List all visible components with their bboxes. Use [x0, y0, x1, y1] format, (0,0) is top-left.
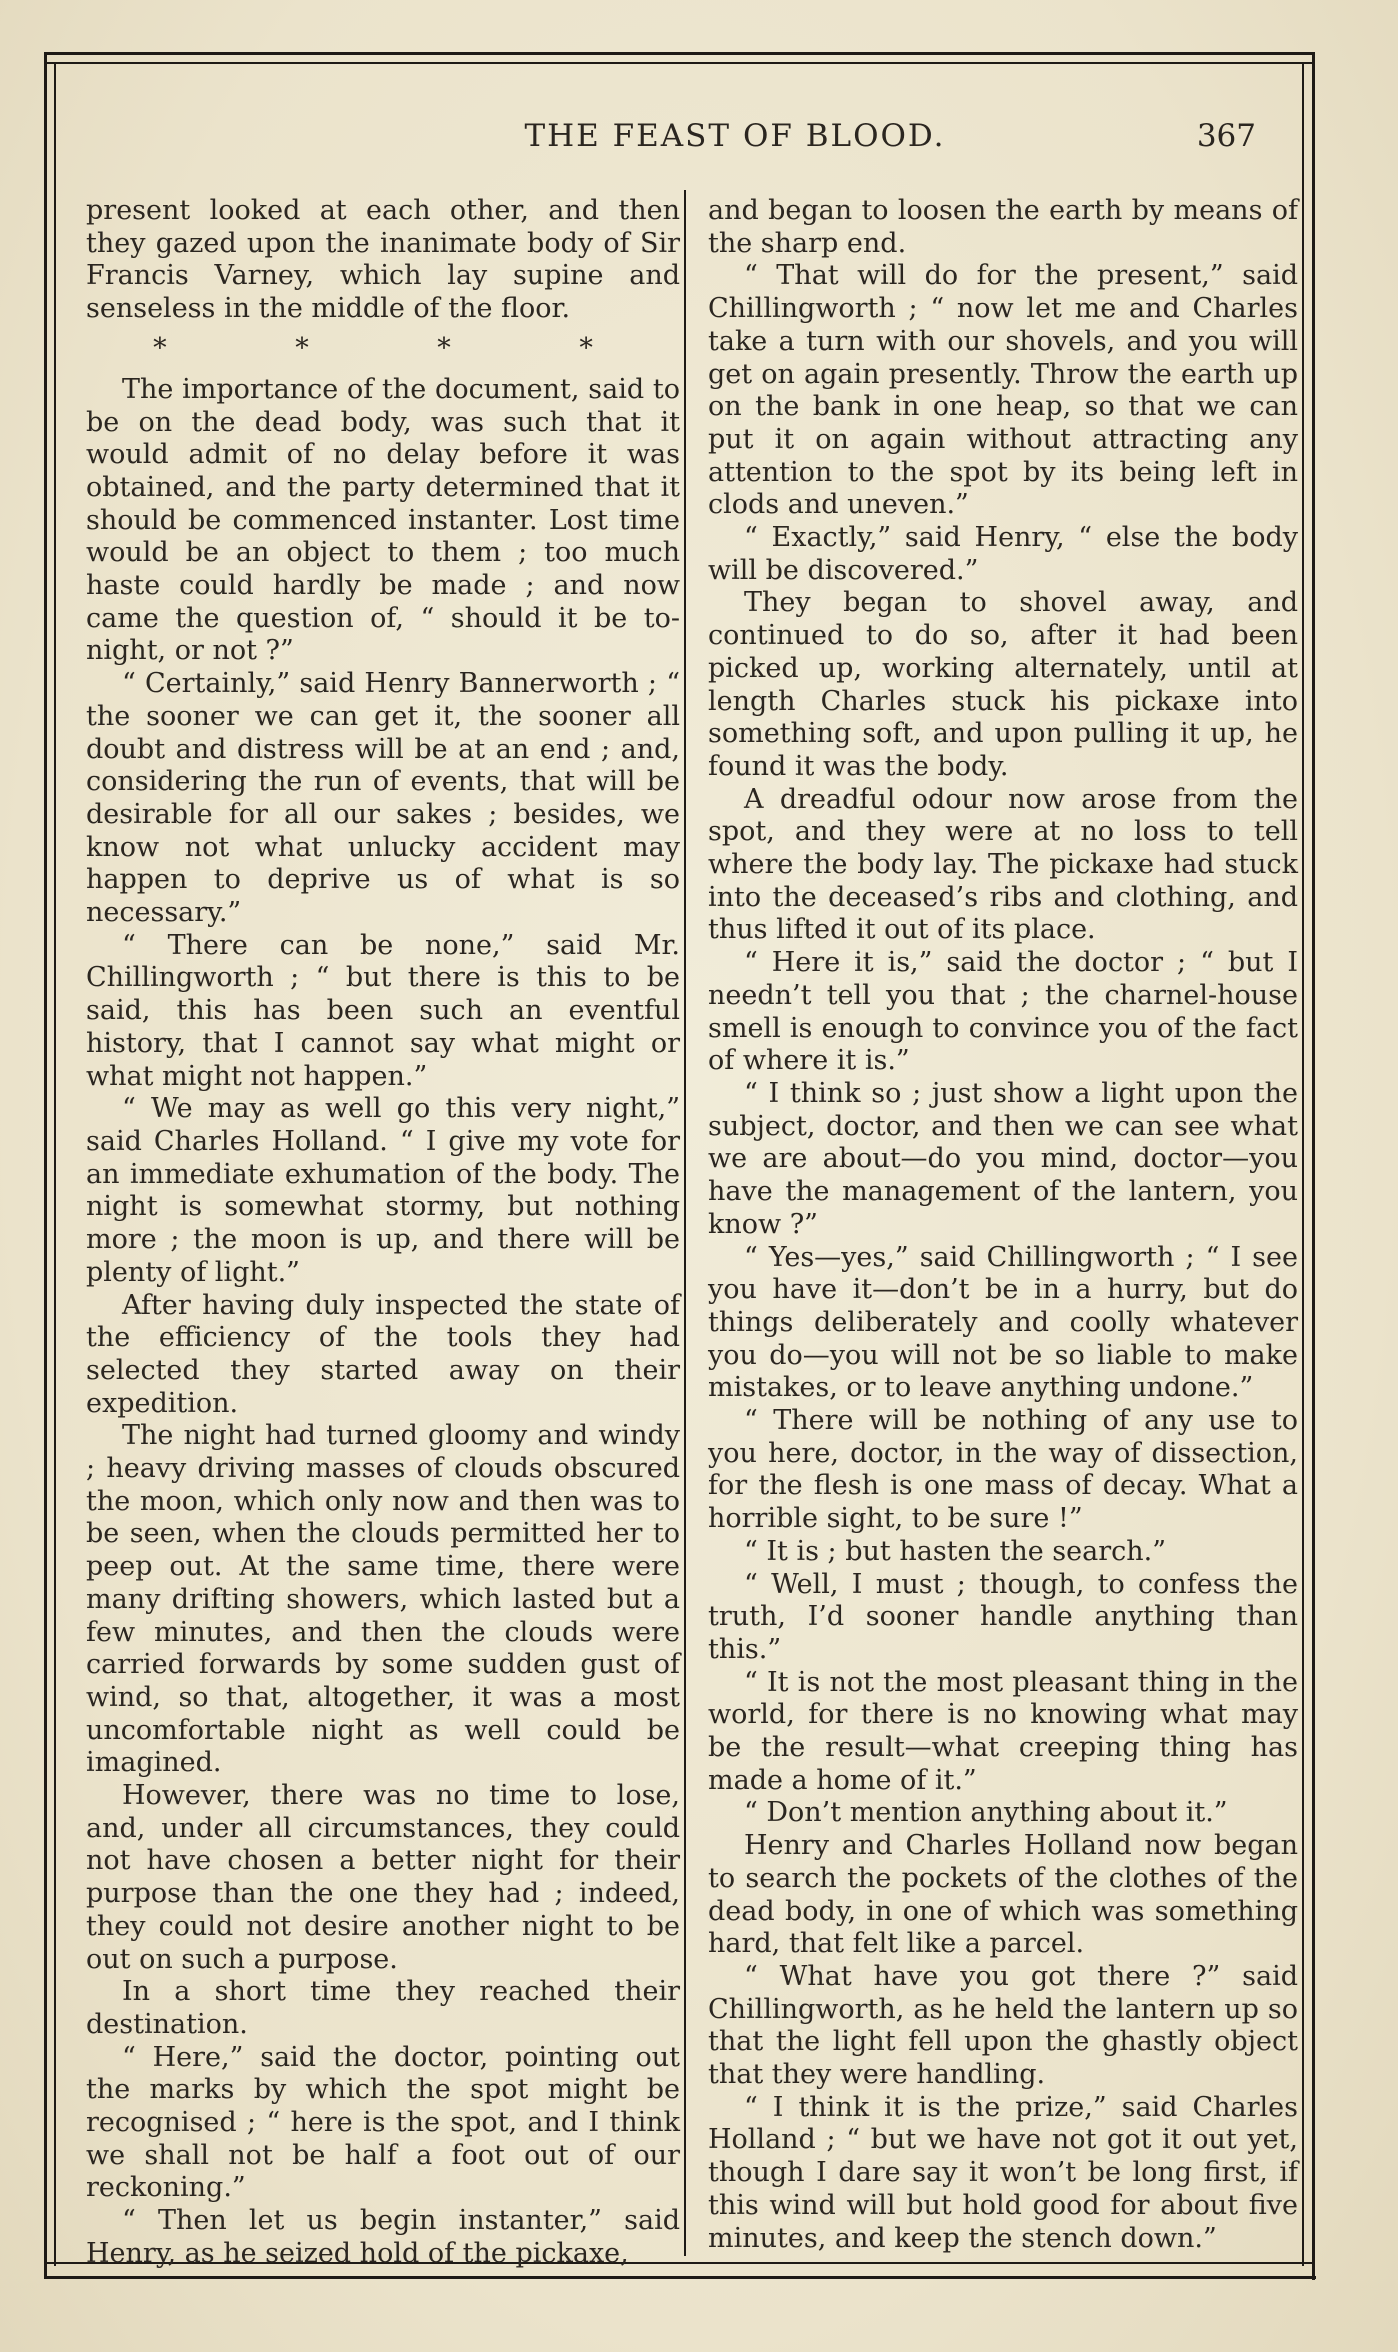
paragraph: “ We may as well go this very night,” said Charles Holland. “ I give my vote for an immediate exhumation of the body. The night is somewhat stormy, but nothing more ; the moon is up, and there will be plenty of light.”	[86, 1093, 680, 1288]
paragraph: “ It is ; but hasten the search.”	[744, 1535, 1167, 1567]
right-border-rule	[1312, 52, 1315, 2280]
paragraph: In a short time they reached their destination.	[86, 1976, 680, 2040]
paragraph: “ Don’t mention anything about it.”	[744, 1797, 1228, 1829]
paragraph: After having duly inspected the state of the efficiency of the tools they had selected they started away on their expedition.	[86, 1289, 680, 1419]
paragraph: “ Certainly,” said Henry Bannerworth ; “ the sooner we can get it, the sooner all doubt and distress will be at an end ; and, considering the run of events, that will be desirable for all our sakes ; besides, we know not what unlucky accident may happen to deprive us of what is so necessary.”	[86, 668, 680, 929]
paragraph: “ Then let us begin instanter,” said Henry, as he seized hold of the pickaxe,	[86, 2205, 680, 2269]
paragraph: A dreadful odour now arose from the spot, and they were at no loss to tell where the body lay. The pickaxe had stuck into the deceased’s ribs and clothing, and thus lifted it out of its place.	[708, 783, 1298, 946]
left-text-column	[86, 195, 680, 2271]
paragraph: “ Here,” said the doctor, pointing out the marks by which the spot might be recognised ; “ here is the spot, and I think we shall not be half a foot out of our reckoning.”	[86, 2041, 680, 2204]
top-border-inner-rule	[44, 62, 1314, 64]
left-border-rule	[44, 52, 47, 2276]
paragraph: “ I think it is the prize,” said Charles Holland ; “ but we have not got it out yet, though I dare say it won’t be long first, if this wind will but hold good for about five minutes, and keep the stench down.”	[708, 2091, 1298, 2254]
paragraph: “ Well, I must ; though, to confess the truth, I’d sooner handle anything than this.”	[708, 1568, 1298, 1665]
paragraph: “ Yes—yes,” said Chillingworth ; “ I see you have it—don’t be in a hurry, but do things deliberately and coolly whatever you do—you will not be so liable to make mistakes, or to leave anything undone.”	[708, 1241, 1298, 1404]
page-number: 367	[1196, 118, 1256, 154]
paragraph: “ Here it is,” said the doctor ; “ but I needn’t tell you that ; the charnel-house smell is enough to convince you of the fact of where it is.”	[708, 947, 1298, 1077]
paragraph: The night had turned gloomy and windy ; heavy driving masses of clouds obscured the moon, which only now and then was to be seen, when the clouds permitted her to peep out. At the same time, there were many drifting showers, which lasted but a few minutes, and then the clouds were carried forwards by some sudden gust of wind, so that, altogether, it was a most uncomfortable night as well could be imagined.	[86, 1420, 680, 1779]
paragraph: “ I think so ; just show a light upon the subject, doctor, and then we can see what we are about—do you mind, doctor—you have the management of the lantern, you know ?”	[708, 1077, 1298, 1240]
paragraph: However, there was no time to lose, and, under all circumstances, they could not have chosen a better night for their purpose than the one they had ; indeed, they could not desire another night to be out on such a purpose.	[86, 1780, 680, 1975]
left-border-inner-rule	[54, 64, 56, 2266]
paragraph: The importance of the document, said to be on the dead body, was such that it would admit of no delay before it was obtained, and the party determined that it should be commenced instanter. Lost time would be an object to them ; too much haste could hardly be made ; and now came the question of, “ should it be to-night, or not ?”	[86, 373, 680, 667]
paragraph: “ What have you got there ?” said Chillingworth, as he held the lantern up so that the light fell upon the ghastly object that they were handling.	[708, 1960, 1298, 2091]
paragraph: “ There can be none,” said Mr. Chillingworth ; “ but there is this to be said, this has been such an eventful history, that I cannot say what might or what might not happen.”	[86, 929, 680, 1092]
top-border-rule	[44, 52, 1314, 55]
bottom-border-rule	[44, 2276, 1316, 2279]
column-divider	[684, 190, 686, 2256]
page-header	[70, 118, 1270, 158]
section-break-asterisks: * * * *	[153, 332, 653, 364]
running-title: THE FEAST OF BLOOD.	[524, 118, 946, 154]
paragraph: They began to shovel away, and continued to do so, after it had been picked up, working alternately, until at length Charles stuck his pickaxe into something soft, and upon pulling it up, he found it was the body.	[708, 587, 1298, 782]
paragraph: “ It is not the most pleasant thing in the world, for there is no knowing what may be the result—what creeping thing has made a home of it.”	[708, 1666, 1298, 1796]
paragraph: “ There will be nothing of any use to you here, doctor, in the way of dissection, for the flesh is one mass of decay. What a horrible sight, to be sure !”	[708, 1405, 1298, 1535]
paragraph: and began to loosen the earth by means of the sharp end.	[708, 195, 1298, 259]
right-border-inner-rule	[1302, 64, 1304, 2266]
paragraph: “ That will do for the present,” said Chillingworth ; “ now let me and Charles take a turn with our shovels, and you will get on again presently. Throw the earth up on the bank in one heap, so that we can put it on again without attracting any attention to the spot by its being left in clods and uneven.”	[708, 260, 1298, 521]
paragraph: present looked at each other, and then they gazed upon the inanimate body of Sir Francis Varney, which lay supine and senseless in the middle of the floor.	[86, 195, 680, 325]
paragraph: Henry and Charles Holland now began to search the pockets of the clothes of the dead body, in one of which was something hard, that felt like a parcel.	[708, 1830, 1298, 1960]
paragraph: “ Exactly,” said Henry, “ else the body will be discovered.”	[708, 522, 1298, 586]
right-text-column	[708, 195, 1298, 2255]
